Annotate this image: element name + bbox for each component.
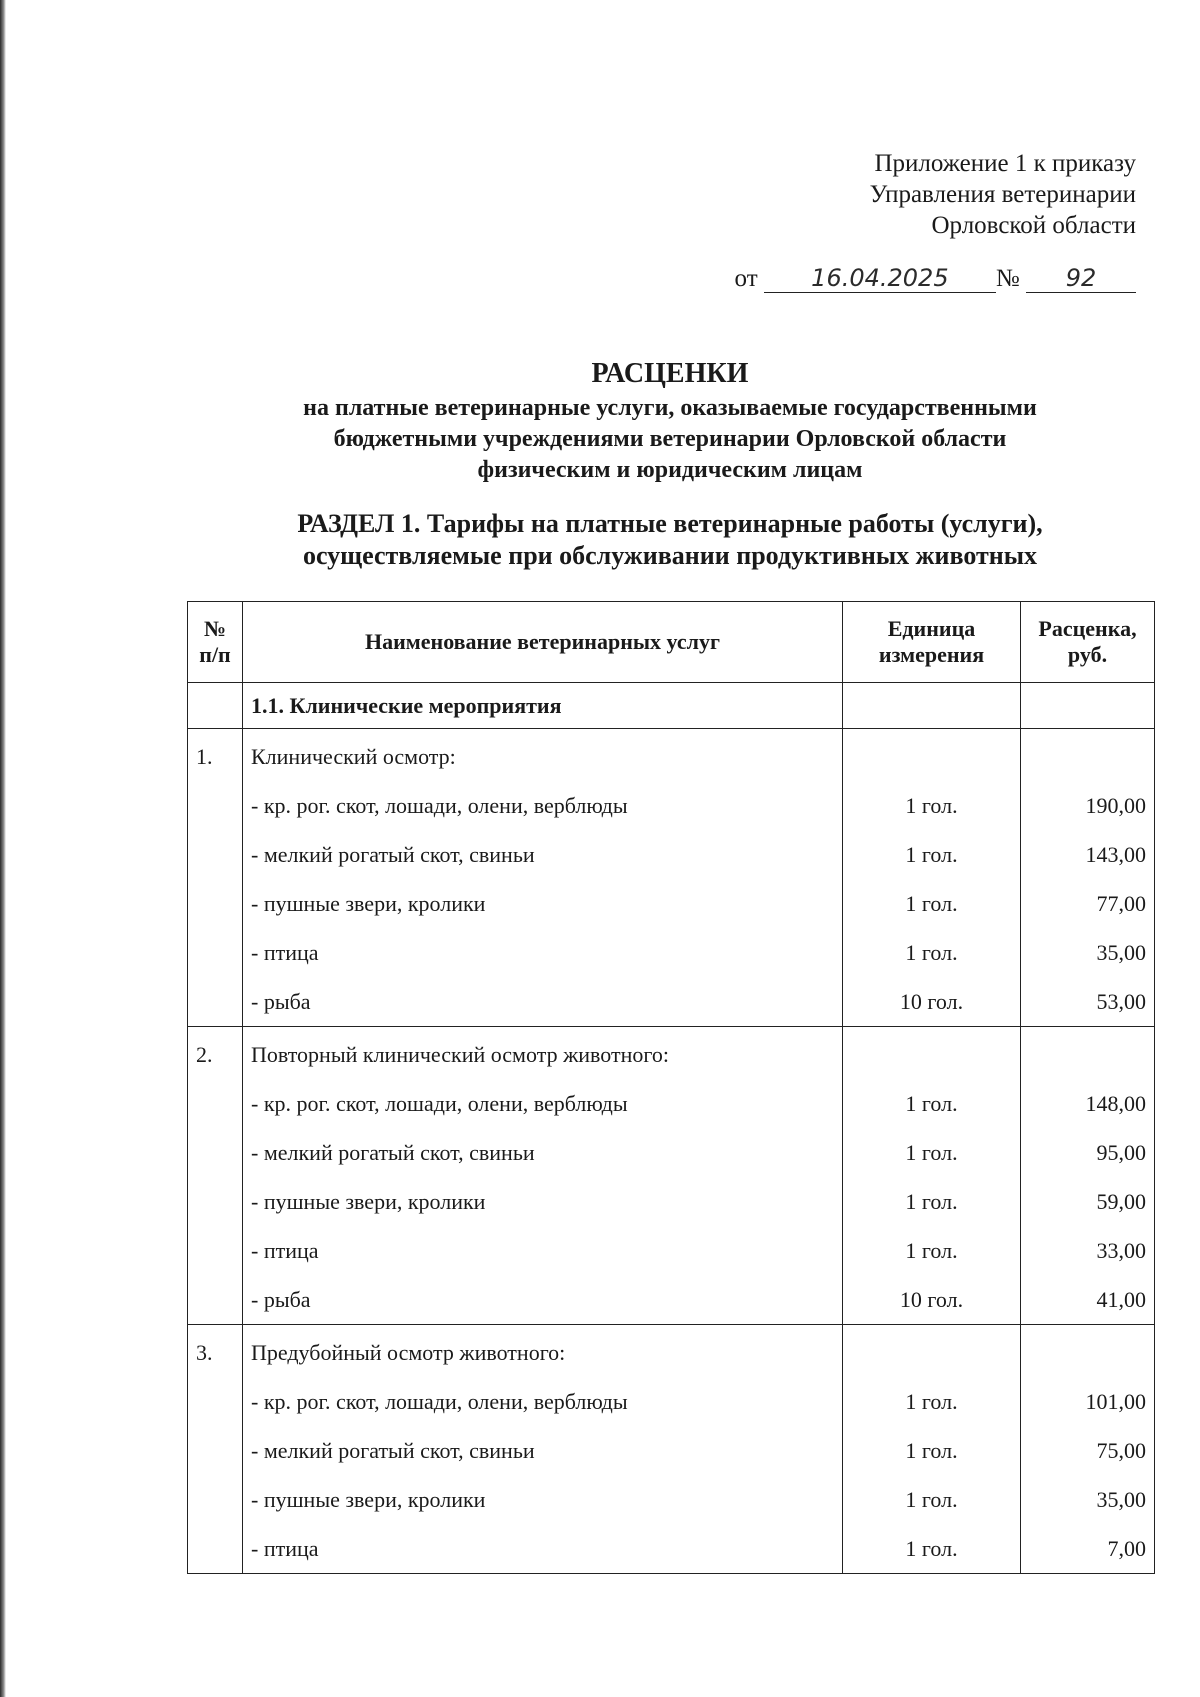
service-title: Клинический осмотр:: [251, 743, 456, 769]
service-item-price: 95,00: [1096, 1139, 1146, 1165]
service-number-cell: [188, 729, 243, 1027]
service-item-unit: 1 гол.: [905, 1535, 958, 1561]
service-unit-spacer: [851, 1030, 1012, 1079]
order-prefix: от: [734, 265, 758, 292]
service-block: [188, 1027, 1155, 1325]
group-row: [188, 683, 1155, 729]
service-number: 1.: [196, 743, 213, 769]
service-unit-cell: [843, 729, 1021, 1027]
subtitle-line: физическим и юридическим лицам: [477, 457, 863, 483]
group-number-cell: [188, 683, 243, 729]
service-item-unit: 1 гол.: [905, 1486, 958, 1512]
service-item-unit: 1 гол.: [905, 1388, 958, 1414]
service-item-price: 33,00: [1096, 1237, 1146, 1263]
service-item-price: 35,00: [1096, 1486, 1146, 1512]
service-block: [188, 1325, 1155, 1574]
section-title: [170, 508, 1170, 572]
service-item-price: 7,00: [1107, 1535, 1146, 1561]
service-block: [188, 729, 1155, 1027]
service-item-price: 190,00: [1085, 792, 1146, 818]
order-date: 16.04.2025: [764, 264, 996, 293]
service-item-unit: 1 гол.: [905, 890, 958, 916]
section-title-line: РАЗДЕЛ 1. Тарифы на платные ветеринарные работы (услуги),: [297, 509, 1043, 538]
number-sign: №: [995, 265, 1020, 292]
service-item-name: - мелкий рогатый скот, свиньи: [251, 1139, 535, 1165]
service-price-cell: [1021, 1325, 1155, 1574]
service-item-price: 143,00: [1085, 841, 1146, 867]
section-title-line: осуществляемые при обслуживании продуктивных животных: [302, 541, 1038, 570]
service-item-name: - мелкий рогатый скот, свиньи: [251, 1437, 535, 1463]
service-item-name: - пушные звери, кролики: [251, 1188, 486, 1214]
service-item-unit: 1 гол.: [905, 792, 958, 818]
service-number-cell: [188, 1027, 243, 1325]
service-price-spacer: [1029, 1030, 1146, 1079]
service-name-cell: [243, 729, 843, 1027]
service-number: 3.: [196, 1339, 213, 1365]
order-line: [735, 263, 1136, 294]
service-title: Предубойный осмотр животного:: [251, 1339, 566, 1365]
service-item-unit: 1 гол.: [905, 1437, 958, 1463]
service-item-unit: 1 гол.: [905, 1237, 958, 1263]
service-item-price: 35,00: [1096, 939, 1146, 965]
header-unit-line: Единица: [887, 616, 976, 641]
service-number-cell: [188, 1325, 243, 1574]
service-item-unit: 1 гол.: [905, 939, 958, 965]
annex-line: Управления ветеринарии: [869, 181, 1136, 208]
service-name-cell: [243, 1325, 843, 1574]
document-subtitle: [170, 393, 1170, 486]
service-title: Повторный клинический осмотр животного:: [251, 1041, 669, 1067]
service-item-name: - мелкий рогатый скот, свиньи: [251, 841, 535, 867]
service-item-unit: 1 гол.: [905, 1090, 958, 1116]
service-item-price: 53,00: [1096, 988, 1146, 1014]
header-number-line: п/п: [199, 642, 231, 667]
service-item-price: 77,00: [1096, 890, 1146, 916]
service-item-name: - пушные звери, кролики: [251, 1486, 486, 1512]
service-item-unit: 1 гол.: [905, 1139, 958, 1165]
header-price: [1021, 602, 1155, 683]
service-unit-spacer: [851, 732, 1012, 781]
service-item-name: - птица: [251, 1535, 319, 1561]
service-item-name: - птица: [251, 1237, 319, 1263]
service-item-name: - птица: [251, 939, 319, 965]
service-item-name: - кр. рог. скот, лошади, олени, верблюды: [251, 1388, 628, 1414]
header-price-line: Расценка,: [1038, 616, 1137, 641]
service-item-price: 75,00: [1096, 1437, 1146, 1463]
service-number: 2.: [196, 1041, 213, 1067]
service-price-cell: [1021, 729, 1155, 1027]
order-number: 92: [1026, 264, 1136, 293]
subtitle-line: на платные ветеринарные услуги, оказываемые государственными: [303, 395, 1037, 421]
service-item-unit: 10 гол.: [899, 988, 964, 1014]
service-unit-cell: [843, 1027, 1021, 1325]
group-unit-cell: [843, 683, 1021, 729]
table-header-row: [188, 602, 1155, 683]
annex-block: [870, 148, 1136, 241]
annex-line: Орловской области: [931, 212, 1136, 239]
service-item-unit: 10 гол.: [899, 1286, 964, 1312]
header-name: Наименование ветеринарных услуг: [243, 602, 843, 683]
tariffs-table: [187, 601, 1155, 1574]
service-unit-spacer: [851, 1328, 1012, 1377]
service-item-name: - рыба: [251, 1286, 311, 1312]
service-price-cell: [1021, 1027, 1155, 1325]
service-price-spacer: [1029, 732, 1146, 781]
header-price-line: руб.: [1067, 642, 1108, 667]
header-number: [188, 602, 243, 683]
header-number-line: №: [203, 616, 227, 641]
subtitle-line: бюджетными учреждениями ветеринарии Орловской области: [333, 426, 1007, 452]
service-item-name: - кр. рог. скот, лошади, олени, верблюды: [251, 792, 628, 818]
service-item-name: - пушные звери, кролики: [251, 890, 486, 916]
service-unit-cell: [843, 1325, 1021, 1574]
scan-edge: [0, 0, 6, 1697]
service-name-cell: [243, 1027, 843, 1325]
service-item-price: 148,00: [1085, 1090, 1146, 1116]
service-item-price: 59,00: [1096, 1188, 1146, 1214]
header-unit: [843, 602, 1021, 683]
service-price-spacer: [1029, 1328, 1146, 1377]
group-price-cell: [1021, 683, 1155, 729]
header-unit-line: измерения: [878, 642, 985, 667]
annex-line: Приложение 1 к приказу: [874, 150, 1136, 177]
service-item-name: - рыба: [251, 988, 311, 1014]
service-item-unit: 1 гол.: [905, 841, 958, 867]
service-item-price: 41,00: [1096, 1286, 1146, 1312]
document-title: РАСЦЕНКИ: [591, 358, 749, 389]
group-title: 1.1. Клинические мероприятия: [243, 683, 843, 729]
service-item-price: 101,00: [1085, 1388, 1146, 1414]
service-item-unit: 1 гол.: [905, 1188, 958, 1214]
service-item-name: - кр. рог. скот, лошади, олени, верблюды: [251, 1090, 628, 1116]
